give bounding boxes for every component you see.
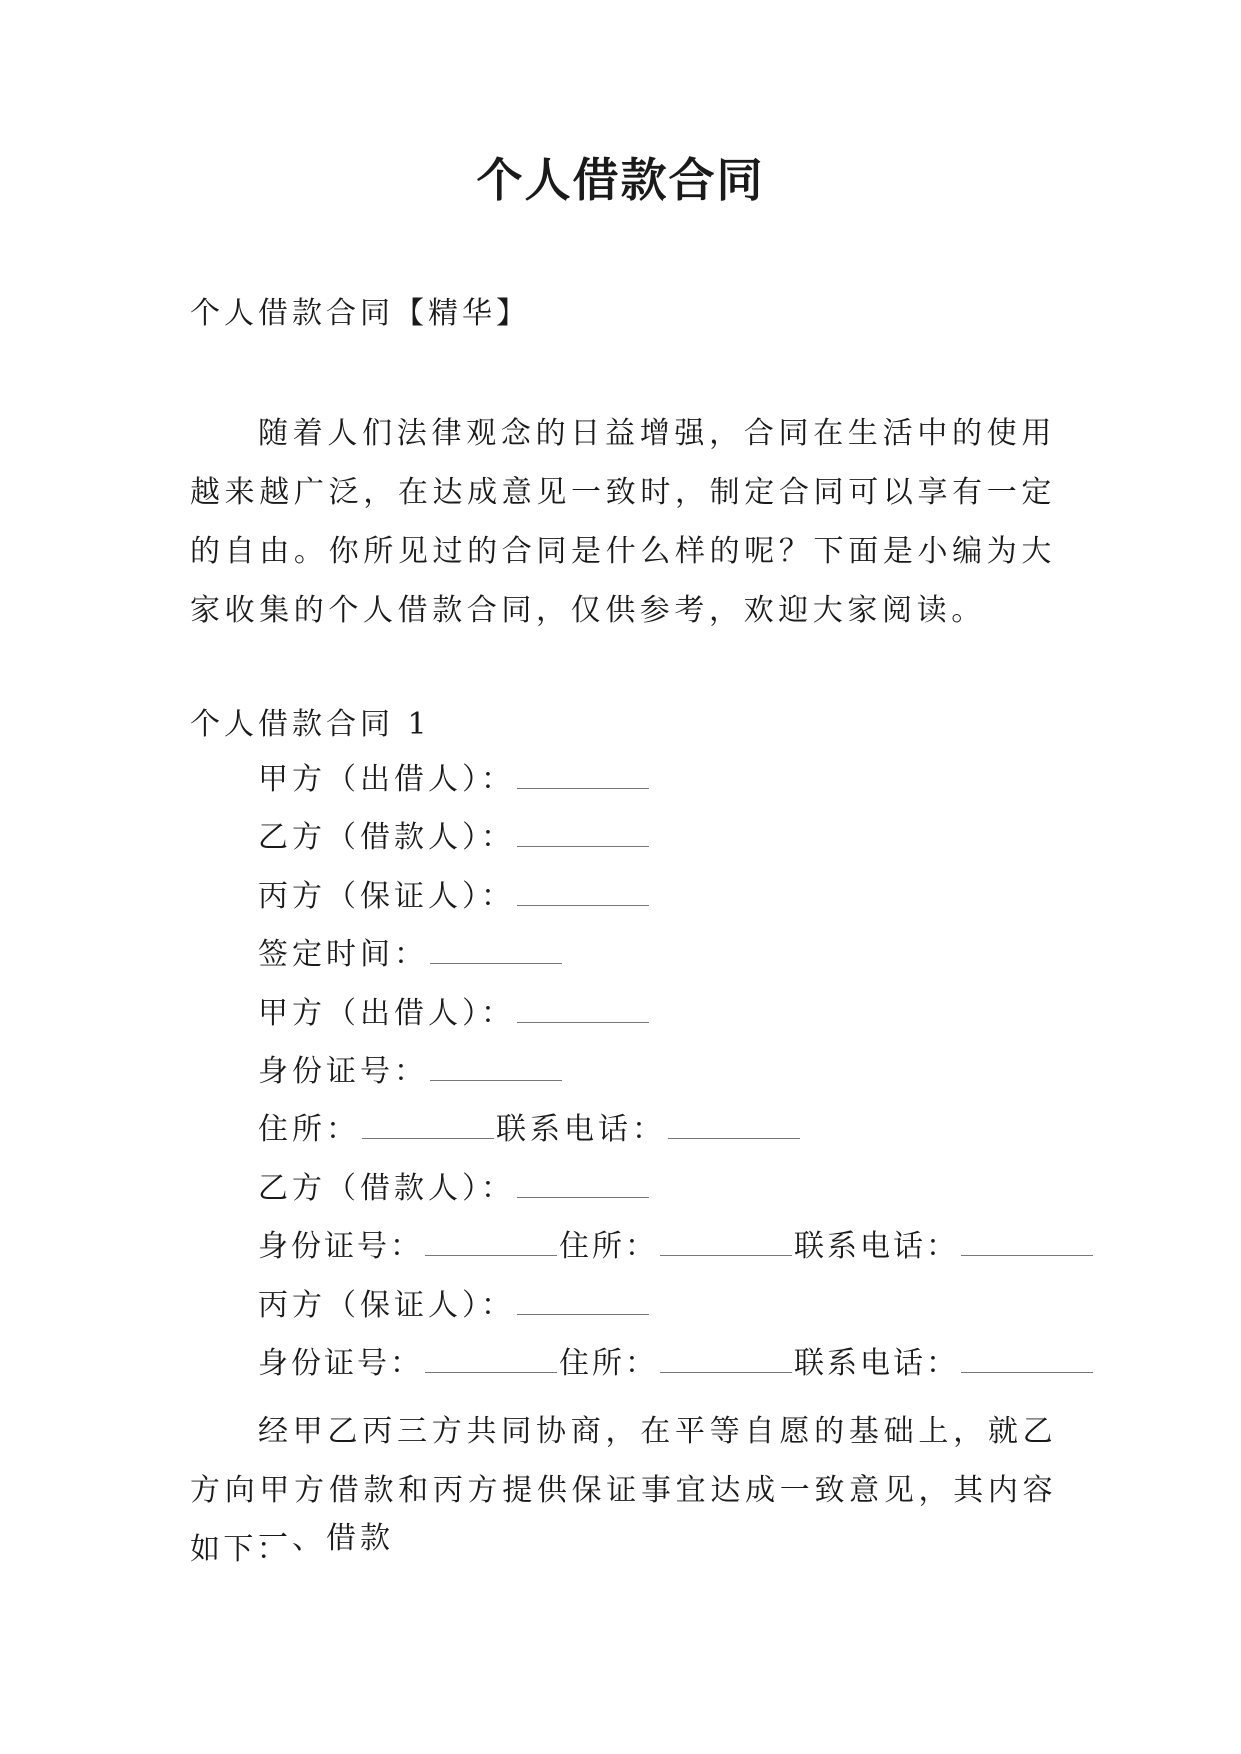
guarantor-blank [517, 875, 649, 906]
address-blank-3 [660, 1342, 792, 1373]
phone-label-2: 联系电话： [794, 1229, 959, 1265]
lender-field [190, 758, 1070, 816]
id-number-label-2: 身份证号： [258, 1229, 423, 1265]
id-address-phone-field-3 [190, 1342, 1070, 1400]
guarantor-label-2: 丙方（保证人）： [258, 1287, 515, 1323]
id-number-label-3: 身份证号： [258, 1345, 423, 1381]
borrower-field-2 [190, 1167, 1070, 1225]
phone-label-1: 联系电话： [496, 1112, 666, 1148]
id-number-label-1: 身份证号： [258, 1053, 428, 1089]
lender-blank [517, 758, 649, 789]
borrower-label-2: 乙方（借款人）： [258, 1170, 515, 1206]
borrower-blank [517, 816, 649, 847]
lender-blank-2 [517, 992, 649, 1023]
sign-date-blank [430, 933, 562, 964]
lender-field-2 [190, 992, 1070, 1050]
address-label-1: 住所： [258, 1112, 360, 1148]
id-number-blank-3 [425, 1342, 557, 1373]
address-label-2: 住所： [559, 1229, 658, 1265]
id-number-blank-1 [430, 1050, 562, 1081]
borrower-label: 乙方（借款人）： [258, 820, 515, 856]
document-title: 个人借款合同 [476, 153, 765, 207]
sign-date-label: 签定时间： [258, 937, 428, 973]
id-number-blank-2 [425, 1225, 557, 1256]
borrower-blank-2 [517, 1167, 649, 1198]
clause-heading-1: 一、借款 [258, 1521, 394, 1556]
guarantor-field-2 [190, 1284, 1070, 1342]
agreement-paragraph: 经甲乙丙三方共同协商，在平等自愿的基础上，就乙方向甲方借款和丙方提供保证事宜达成一致意见，其内容如下： [190, 1414, 1056, 1567]
address-label-3: 住所： [559, 1345, 658, 1381]
phone-blank-3 [961, 1342, 1093, 1373]
guarantor-label: 丙方（保证人）： [258, 878, 515, 914]
sign-date-field [190, 933, 1070, 991]
document-subtitle: 个人借款合同【精华】 [190, 296, 530, 331]
intro-paragraph: 随着人们法律观念的日益增强，合同在生活中的使用越来越广泛，在达成意见一致时，制定合同可以享有一定的自由。你所见过的合同是什么样的呢？下面是小编为大家收集的个人借款合同，仅供参考，欢迎大家阅读。 [190, 416, 1056, 628]
guarantor-field [190, 875, 1070, 933]
address-blank-1 [362, 1108, 494, 1139]
section-title: 个人借款合同 1 [190, 707, 431, 742]
id-number-field-1 [190, 1050, 1070, 1108]
phone-label-3: 联系电话： [794, 1345, 959, 1381]
lender-label: 甲方（出借人）： [258, 762, 515, 797]
party-fields [190, 758, 1070, 1400]
phone-blank-2 [961, 1225, 1093, 1256]
borrower-field [190, 816, 1070, 874]
guarantor-blank-2 [517, 1284, 649, 1315]
address-phone-field-1 [190, 1108, 1070, 1166]
lender-label-2: 甲方（出借人）： [258, 995, 515, 1031]
phone-blank-1 [668, 1108, 800, 1139]
address-blank-2 [660, 1225, 792, 1256]
id-address-phone-field-2 [190, 1225, 1070, 1283]
